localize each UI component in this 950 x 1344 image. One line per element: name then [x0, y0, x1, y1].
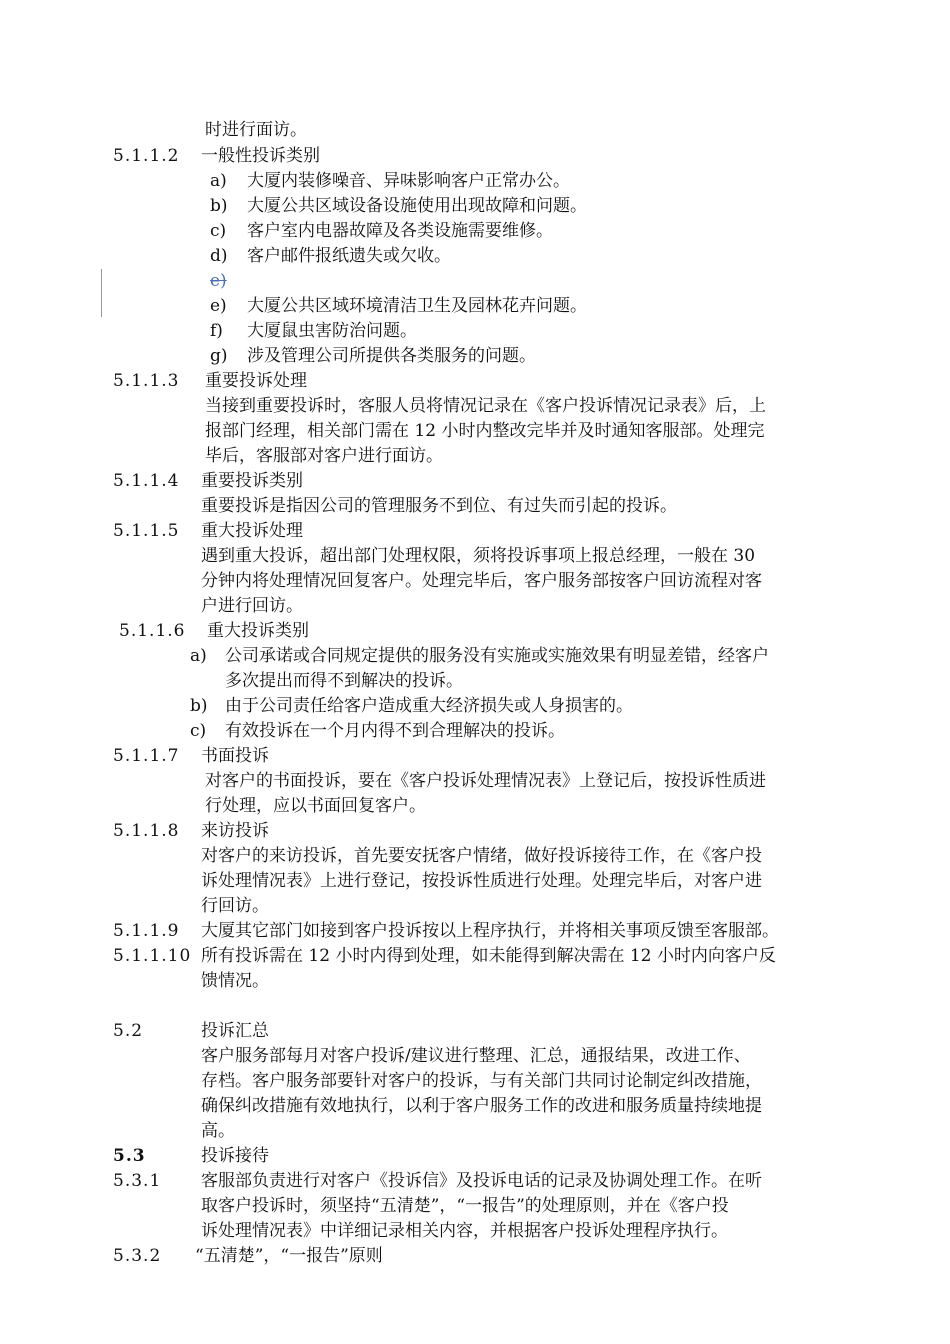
paragraph-line: 对客户的来访投诉，首先要安抚客户情绪，做好投诉接待工作，在《客户投 [201, 846, 762, 866]
paragraph-line: 确保纠改措施有效地执行，以利于客户服务工作的改进和服务质量持续地提 [201, 1096, 762, 1116]
section-number: 5.3.1 [113, 1171, 162, 1191]
section-number: 5.3 [113, 1146, 146, 1166]
list-marker: b) [190, 696, 208, 716]
paragraph-line: 存档。客户服务部要针对客户的投诉，与有关部门共同讨论制定纠改措施， [201, 1071, 762, 1091]
section-number: 5.1.1.5 [113, 521, 180, 541]
list-item: 大厦公共区域设备设施使用出现故障和问题。 [247, 196, 587, 216]
paragraph-line: 所有投诉需在 12 小时内得到处理，如未能得到解决需在 12 小时内向客户反 [201, 946, 776, 966]
paragraph-line: 户进行回访。 [201, 596, 303, 616]
paragraph-line: 毕后，客服部对客户进行面访。 [205, 446, 443, 466]
section-title: 来访投诉 [201, 821, 269, 841]
paragraph-line: 客服部负责进行对客户《投诉信》及投诉电话的记录及协调处理工作。在听 [201, 1171, 762, 1191]
section-title: 重要投诉处理 [205, 371, 307, 391]
paragraph-line: 对客户的书面投诉，要在《客户投诉处理情况表》上登记后，按投诉性质进 [205, 771, 766, 791]
list-item: 有效投诉在一个月内得不到合理解决的投诉。 [225, 721, 565, 741]
list-item: 客户室内电器故障及各类设施需要维修。 [247, 221, 553, 241]
list-item: 由于公司责任给客户造成重大经济损失或人身损害的。 [225, 696, 633, 716]
list-item: 大厦鼠虫害防治问题。 [247, 321, 417, 341]
paragraph-line: 遇到重大投诉，超出部门处理权限，须将投诉事项上报总经理，一般在 30 [201, 546, 756, 566]
list-item: 大厦公共区域环境清洁卫生及园林花卉问题。 [247, 296, 587, 316]
deleted-list-marker: e) [210, 271, 227, 291]
section-title: 投诉汇总 [201, 1021, 269, 1041]
section-number: 5.1.1.4 [113, 471, 180, 491]
paragraph-line: 馈情况。 [201, 971, 269, 991]
section-title: 重大投诉类别 [207, 621, 309, 641]
section-title: 投诉接待 [201, 1146, 269, 1166]
paragraph-line: 行处理，应以书面回复客户。 [205, 796, 426, 816]
section-number: 5.3.2 [113, 1246, 162, 1266]
list-marker: a) [190, 646, 207, 666]
paragraph-line: 诉处理情况表》中详细记录相关内容，并根据客户投诉处理程序执行。 [201, 1221, 728, 1241]
list-marker: d) [210, 246, 228, 266]
section-number: 5.1.1.10 [113, 946, 192, 966]
section-title: 一般性投诉类别 [201, 146, 320, 166]
section-title: 重大投诉处理 [201, 521, 303, 541]
list-marker: b) [210, 196, 228, 216]
list-marker: g) [210, 346, 228, 366]
section-number: 5.1.1.2 [113, 146, 180, 166]
section-number: 5.1.1.3 [113, 371, 180, 391]
section-number: 5.1.1.7 [113, 746, 180, 766]
intro-line: 时进行面访。 [205, 120, 307, 140]
list-marker: a) [210, 171, 227, 191]
list-item: 多次提出而得不到解决的投诉。 [225, 671, 463, 691]
list-marker: f) [210, 321, 223, 341]
list-item: 公司承诺或合同规定提供的服务没有实施或实施效果有明显差错，经客户 [225, 646, 769, 666]
paragraph-line: 分钟内将处理情况回复客户。处理完毕后，客户服务部按客户回访流程对客 [201, 571, 762, 591]
section-number: 5.1.1.6 [119, 621, 186, 641]
section-number: 5.1.1.8 [113, 821, 180, 841]
section-title: “五清楚”，“一报告”原则 [195, 1246, 383, 1266]
list-marker: e) [210, 296, 227, 316]
revision-change-bar [101, 269, 102, 317]
paragraph-line: 取客户投诉时，须坚持“五清楚”，“一报告”的处理原则，并在《客户投 [201, 1196, 729, 1216]
paragraph-line: 行回访。 [201, 896, 269, 916]
list-item: 客户邮件报纸遗失或欠收。 [247, 246, 451, 266]
paragraph-line: 重要投诉是指因公司的管理服务不到位、有过失而引起的投诉。 [201, 496, 677, 516]
paragraph-line: 当接到重要投诉时，客服人员将情况记录在《客户投诉情况记录表》后，上 [205, 396, 766, 416]
section-number: 5.2 [113, 1021, 144, 1041]
list-item: 大厦内装修噪音、异味影响客户正常办公。 [247, 171, 570, 191]
paragraph-line: 报部门经理，相关部门需在 12 小时内整改完毕并及时通知客服部。处理完 [205, 421, 765, 441]
paragraph-line: 客户服务部每月对客户投诉/建议进行整理、汇总，通报结果，改进工作、 [201, 1046, 751, 1066]
paragraph-line: 高。 [201, 1121, 235, 1141]
list-item: 涉及管理公司所提供各类服务的问题。 [247, 346, 536, 366]
list-marker: c) [210, 221, 227, 241]
list-marker: c) [190, 721, 207, 741]
paragraph-line: 大厦其它部门如接到客户投诉按以上程序执行，并将相关事项反馈至客服部。 [201, 921, 779, 941]
paragraph-line: 诉处理情况表》上进行登记，按投诉性质进行处理。处理完毕后，对客户进 [201, 871, 762, 891]
section-number: 5.1.1.9 [113, 921, 180, 941]
section-title: 书面投诉 [201, 746, 269, 766]
section-title: 重要投诉类别 [201, 471, 303, 491]
